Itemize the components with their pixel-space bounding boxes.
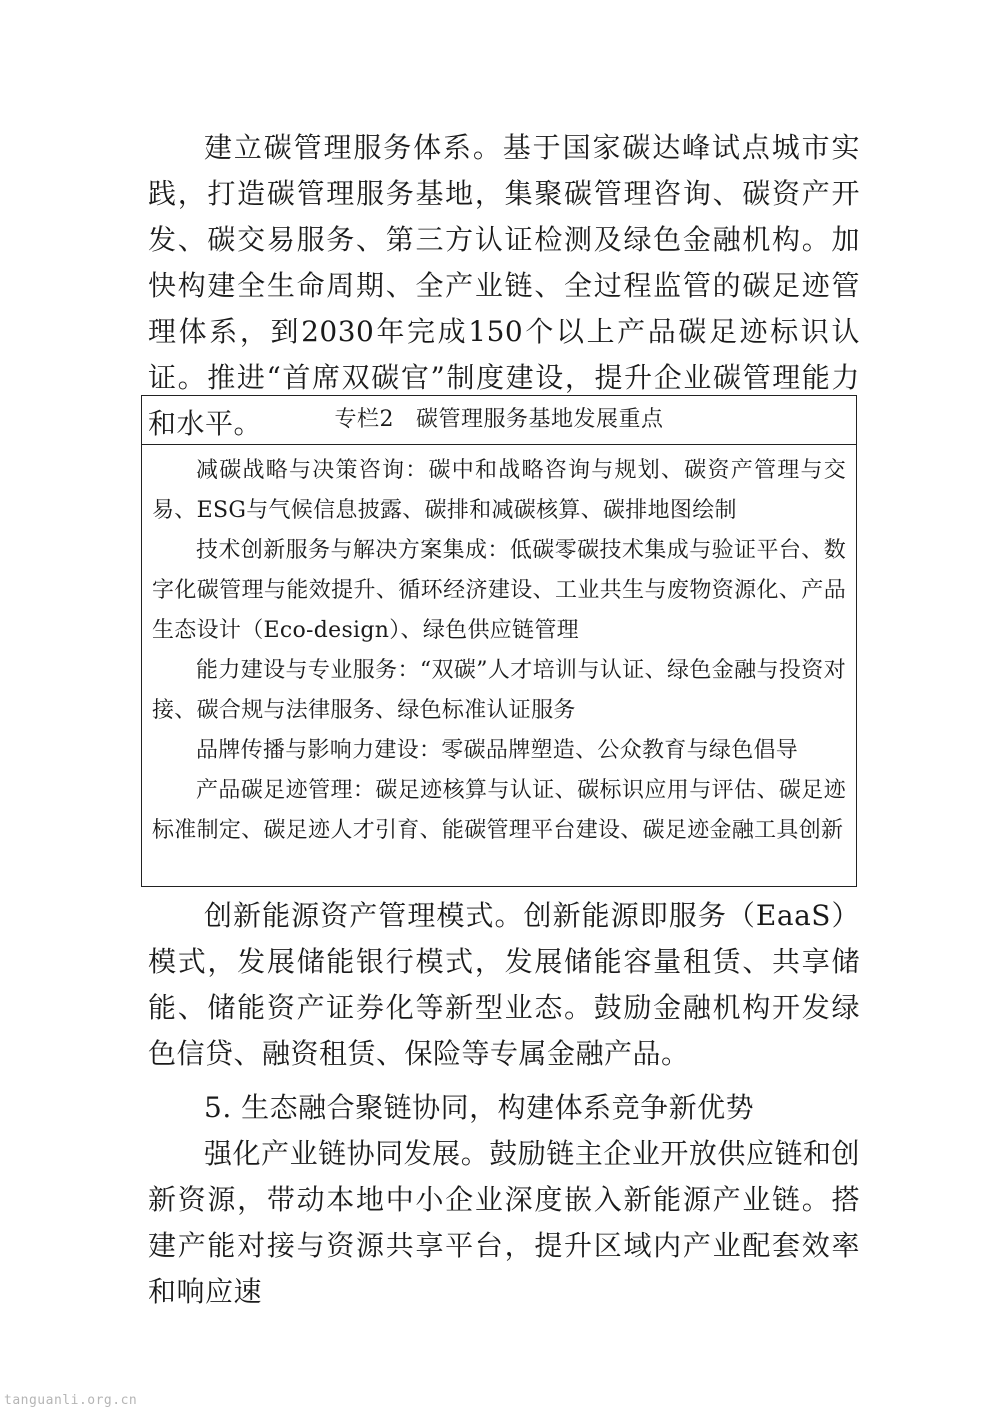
column-box-item: 技术创新服务与解决方案集成：低碳零碳技术集成与验证平台、数字化碳管理与能效提升、循环经济建设、工业共生与废物资源化、产品生态设计（Eco-design）、绿色供应链管理 xyxy=(152,538,846,643)
column-box-label: 专栏2 xyxy=(334,407,394,432)
column-box-title xyxy=(142,396,856,445)
paragraph-energy-asset-management: 创新能源资产管理模式。创新能源即服务（EaaS）模式，发展储能银行模式，发展储能容量租赁、共享储能、储能资产证券化等新型业态。鼓励金融机构开发绿色信贷、融资租赁、保险等专属金融产品。 xyxy=(148,899,860,1070)
column-box-item: 品牌传播与影响力建设：零碳品牌塑造、公众教育与绿色倡导 xyxy=(196,738,799,763)
column-box-item: 减碳战略与决策咨询：碳中和战略咨询与规划、碳资产管理与交易、ESG与气候信息披露、碳排和减碳核算、碳排地图绘制 xyxy=(152,458,846,523)
column-box-item: 产品碳足迹管理：碳足迹核算与认证、碳标识应用与评估、碳足迹标准制定、碳足迹人才引育、能碳管理平台建设、碳足迹金融工具创新 xyxy=(152,778,846,843)
column-box-2 xyxy=(141,395,857,887)
column-box-title-text: 碳管理服务基地发展重点 xyxy=(415,407,664,432)
column-box-item: 能力建设与专业服务：“双碳”人才培训与认证、绿色金融与投资对接、碳合规与法律服务、绿色标准认证服务 xyxy=(152,658,846,723)
watermark: tanguanli.org.cn xyxy=(4,1393,138,1408)
paragraph-industry-chain-collaboration: 强化产业链协同发展。鼓励链主企业开放供应链和创新资源，带动本地中小企业深度嵌入新能源产业链。搭建产能对接与资源共享平台，提升区域内产业配套效率和响应速 xyxy=(148,1137,860,1308)
column-box-body xyxy=(142,445,856,851)
section-heading-5: 5. 生态融合聚链协同，构建体系竞争新优势 xyxy=(204,1091,755,1124)
paragraph-carbon-management-service: 建立碳管理服务体系。基于国家碳达峰试点城市实践，打造碳管理服务基地，集聚碳管理咨询、碳资产开发、碳交易服务、第三方认证检测及绿色金融机构。加快构建全生命周期、全产业链、全过程监管的碳足迹管理体系，到2030年完成150个以上产品碳足迹标识认证。推进“首席双碳官”制度建设，提升企业碳管理能力和水平。 xyxy=(148,131,860,440)
